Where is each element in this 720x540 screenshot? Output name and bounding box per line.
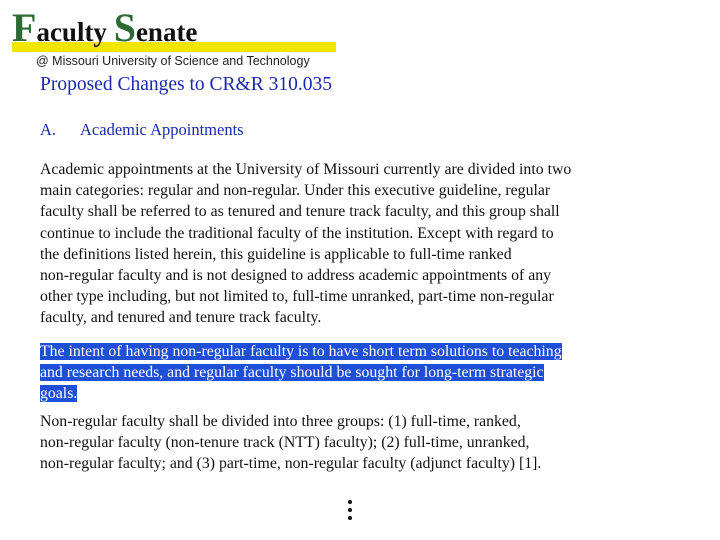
page-title: Proposed Changes to CR&R 310.035 [40, 74, 332, 95]
selected-text-line[interactable]: goals. [40, 385, 78, 403]
text-line: other type including, but not limited to, full-time unranked, part-time non-regular [40, 288, 554, 306]
logo-initial-f: F [12, 5, 37, 50]
vertical-ellipsis-icon [346, 500, 354, 526]
text-line: non-regular faculty; and (3) part-time, non-regular faculty (adjunct faculty) [1]. [40, 455, 542, 473]
text-line: non-regular faculty (non-tenure track (NTT) faculty); (2) full-time, unranked, [40, 434, 530, 452]
institution-subtitle: @ Missouri University of Science and Technology [36, 54, 310, 68]
text-line: non-regular faculty and is not designed to address academic appointments of any [40, 267, 552, 285]
selected-text-line[interactable]: and research needs, and regular faculty should be sought for long-term strategic [40, 364, 544, 382]
section-heading [40, 120, 244, 140]
section-letter: A. [40, 120, 57, 139]
paragraph-intent-selected[interactable] [40, 341, 680, 405]
paragraph-appointments [40, 159, 680, 329]
paragraph-groups [40, 411, 680, 475]
text-line: continue to include the traditional faculty of the institution. Except with regard to [40, 224, 554, 242]
text-line: Non-regular faculty shall be divided into three groups: (1) full-time, ranked, [40, 413, 521, 430]
text-line: faculty shall be referred to as tenured and tenure track faculty, and this group shall [40, 203, 560, 221]
text-line: main categories: regular and non-regular. Under this executive guideline, regular [40, 182, 551, 200]
section-title: Academic Appointments [80, 120, 244, 139]
selected-text-line[interactable]: The intent of having non-regular faculty is to have short term solutions to teaching [40, 343, 562, 360]
logo-wordmark [12, 5, 198, 52]
text-line: the definitions listed herein, this guideline is applicable to full-time ranked [40, 245, 512, 263]
faculty-senate-logo [12, 5, 336, 56]
logo-word-aculty: aculty [36, 17, 114, 47]
logo-initial-s: S [113, 5, 136, 50]
logo-word-enate: enate [135, 17, 198, 47]
text-line: Academic appointments at the University of Missouri currently are divided into two [40, 161, 572, 178]
text-line: faculty, and tenured and tenure track faculty. [40, 309, 322, 327]
